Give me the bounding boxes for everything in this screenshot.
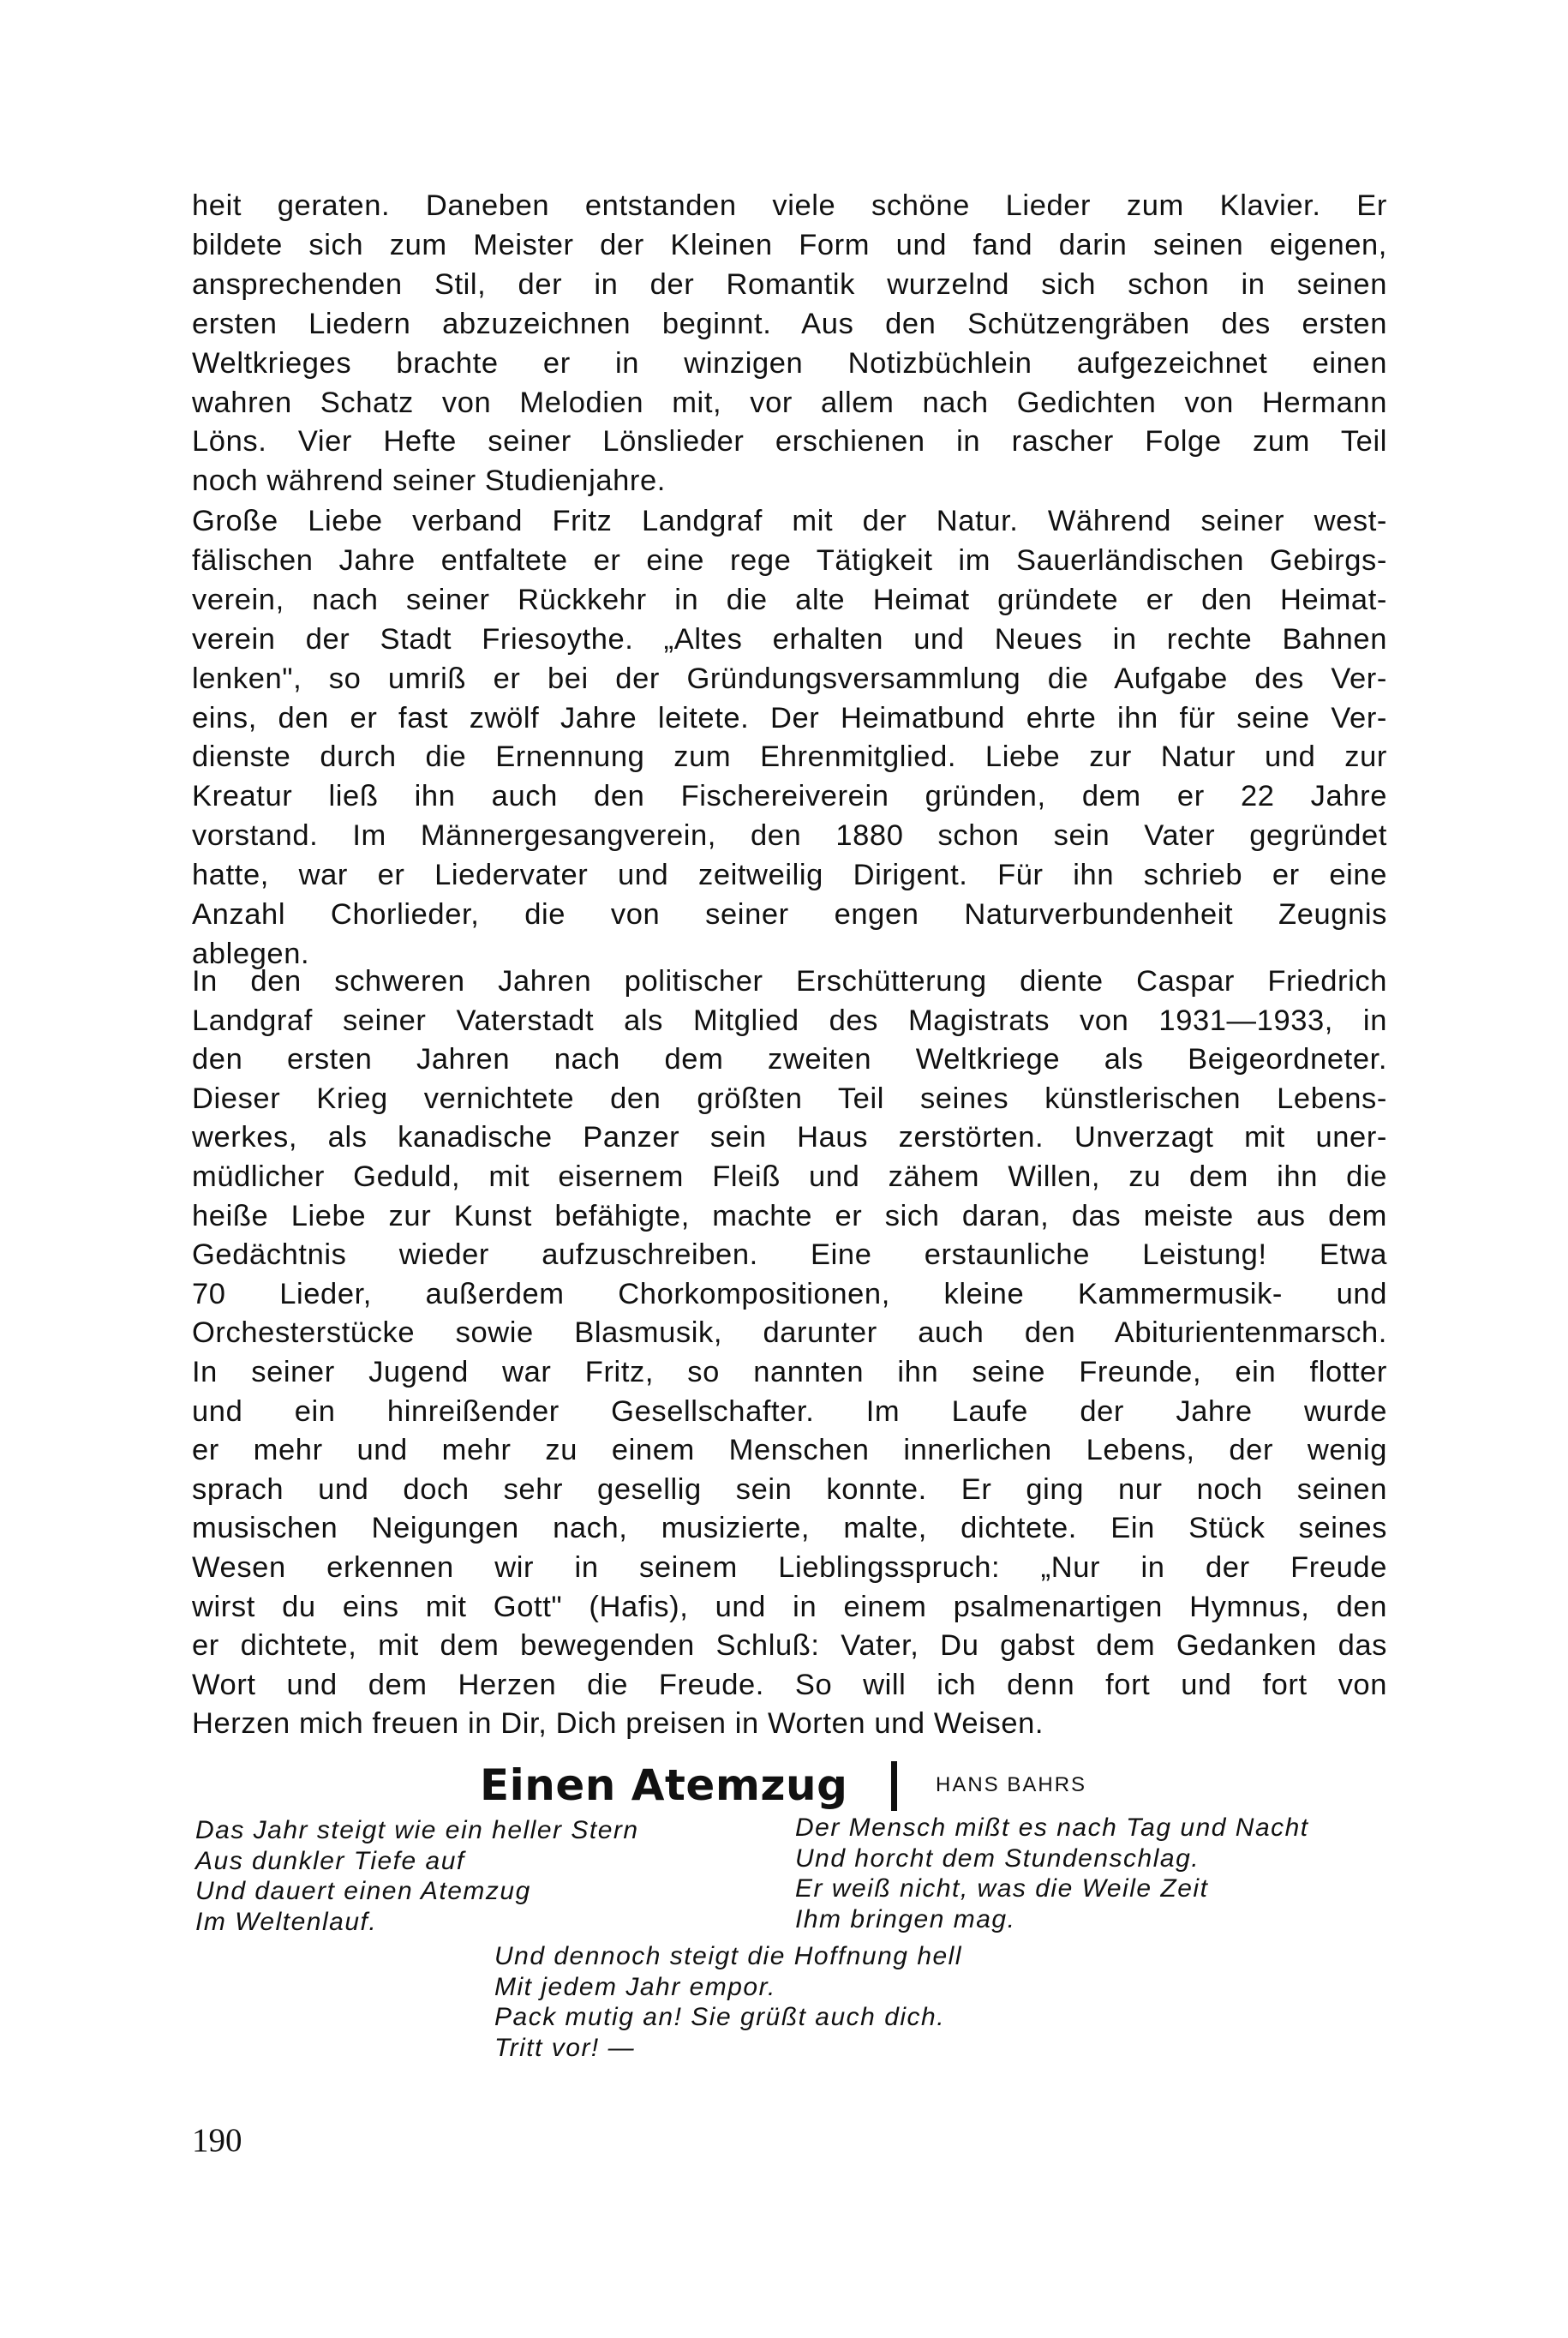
- text-line: Dieser Krieg vernichtete den größten Teil seines künstlerischen Lebens-: [192, 1082, 1387, 1115]
- body-paragraph-3: [192, 962, 1387, 1744]
- text-line: wirst du eins mit Gott" (Hafis), und in einem psalmenartigen Hymnus, den: [192, 1590, 1387, 1623]
- verse-line: Tritt vor! —: [494, 2033, 636, 2062]
- verse-line: Aus dunkler Tiefe auf: [195, 1846, 465, 1875]
- text-line: noch während seiner Studienjahre.: [192, 465, 666, 498]
- text-line: er dichtete, mit dem bewegenden Schluß: Vater, Du gabst dem Gedanken das: [192, 1629, 1387, 1663]
- body-paragraph-1: [192, 187, 1387, 501]
- text-line: und ein hinreißender Gesellschafter. Im Laufe der Jahre wurde: [192, 1394, 1387, 1428]
- text-line: Gedächtnis wieder aufzuschreiben. Eine erstaunliche Leistung! Etwa: [192, 1238, 1387, 1272]
- verse-line: Das Jahr steigt wie ein heller Stern: [195, 1816, 639, 1844]
- text-line: 70 Lieder, außerdem Chorkompositionen, kleine Kammermusik- und: [192, 1277, 1387, 1310]
- text-line: verein, nach seiner Rückkehr in die alte Heimat gründete er den Heimat-: [192, 583, 1387, 616]
- poem-stanza-2: [795, 1813, 1309, 1934]
- text-line: vorstand. Im Männergesangverein, den 1880 schon sein Vater gegründet: [192, 819, 1387, 853]
- text-line: Löns. Vier Hefte seiner Lönslieder erschienen in rascher Folge zum Teil: [192, 425, 1387, 459]
- verse-line: Und horcht dem Stundenschlag.: [795, 1843, 1200, 1873]
- verse-line: Pack mutig an! Sie grüßt auch dich.: [494, 2003, 946, 2031]
- text-line: hatte, war er Liedervater und zeitweilig Dirigent. Für ihn schrieb er eine: [192, 859, 1387, 892]
- verse-line: Ihm bringen mag.: [795, 1904, 1016, 1933]
- text-line: sprach und doch sehr gesellig sein konnte. Er ging nur noch seinen: [192, 1472, 1387, 1506]
- text-line: Herzen mich freuen in Dir, Dich preisen in Worten und Weisen.: [192, 1707, 1044, 1741]
- text-line: den ersten Jahren nach dem zweiten Weltkriege als Beigeordneter.: [192, 1043, 1387, 1076]
- text-line: Kreatur ließ ihn auch den Fischereiverein gründen, dem er 22 Jahre: [192, 780, 1387, 813]
- poem-stanza-1: [195, 1815, 639, 1937]
- poem-stanza-3: [494, 1941, 962, 2063]
- text-line: In seiner Jugend war Fritz, so nannten ihn seine Freunde, ein flotter: [192, 1355, 1387, 1388]
- text-line: fälischen Jahre entfaltete er eine rege Tätigkeit im Sauerländischen Gebirgs-: [192, 543, 1387, 577]
- text-line: eins, den er fast zwölf Jahre leitete. Der Heimatbund ehrte ihn für seine Ver-: [192, 701, 1387, 734]
- body-paragraph-2: [192, 502, 1387, 974]
- text-line: Anzahl Chorlieder, die von seiner engen Naturverbundenheit Zeugnis: [192, 898, 1387, 932]
- poem-header: [480, 1751, 1251, 1819]
- text-line: ablegen.: [192, 937, 310, 970]
- page-number: 190: [192, 2122, 242, 2159]
- verse-line: Im Weltenlauf.: [195, 1907, 378, 1936]
- text-line: wahren Schatz von Melodien mit, vor allem nach Gedichten von Hermann: [192, 386, 1387, 419]
- text-line: heit geraten. Daneben entstanden viele schöne Lieder zum Klavier. Er: [192, 189, 1387, 222]
- text-line: dienste durch die Ernennung zum Ehrenmitglied. Liebe zur Natur und zur: [192, 740, 1387, 774]
- text-line: Landgraf seiner Vaterstadt als Mitglied des Magistrats von 1931—1933, in: [192, 1004, 1387, 1037]
- text-line: Wesen erkennen wir in seinem Lieblingsspruch: „Nur in der Freude: [192, 1550, 1387, 1584]
- text-line: verein der Stadt Friesoythe. „Altes erhalten und Neues in rechte Bahnen: [192, 622, 1387, 656]
- text-line: Weltkrieges brachte er in winzigen Notizbüchlein aufgezeichnet einen: [192, 346, 1387, 380]
- text-line: müdlicher Geduld, mit eisernem Fleiß und zähem Willen, zu dem ihn die: [192, 1160, 1387, 1193]
- verse-line: Der Mensch mißt es nach Tag und Nacht: [795, 1813, 1309, 1842]
- verse-line: Und dauert einen Atemzug: [195, 1877, 531, 1905]
- verse-line: Mit jedem Jahr empor.: [494, 1972, 776, 2001]
- text-line: ersten Liedern abzuzeichnen beginnt. Aus den Schützengräben des ersten: [192, 307, 1387, 340]
- text-line: musischen Neigungen nach, musizierte, malte, dichtete. Ein Stück seines: [192, 1512, 1387, 1545]
- text-line: werkes, als kanadische Panzer sein Haus zerstörten. Unverzagt mit uner-: [192, 1121, 1387, 1154]
- verse-line: Er weiß nicht, was die Weile Zeit: [795, 1874, 1209, 1903]
- text-line: In den schweren Jahren politischer Erschütterung diente Caspar Friedrich: [192, 965, 1387, 998]
- text-line: Orchesterstücke sowie Blasmusik, darunter auch den Abiturientenmarsch.: [192, 1316, 1387, 1350]
- title-divider-bar: [891, 1761, 897, 1811]
- text-line: lenken", so umriß er bei der Gründungsversammlung die Aufgabe des Ver-: [192, 662, 1387, 695]
- text-line: ansprechenden Stil, der in der Romantik wurzelnd sich schon in seinen: [192, 267, 1387, 301]
- poem-author: HANS BAHRS: [936, 1773, 1087, 1796]
- text-line: Große Liebe verband Fritz Landgraf mit der Natur. Während seiner west-: [192, 505, 1387, 537]
- text-line: bildete sich zum Meister der Kleinen Form und fand darin seinen eigenen,: [192, 228, 1387, 261]
- verse-line: Und dennoch steigt die Hoffnung hell: [494, 1942, 963, 1970]
- poem-title: Einen Atemzug: [480, 1760, 848, 1810]
- text-line: er mehr und mehr zu einem Menschen innerlichen Lebens, der wenig: [192, 1434, 1387, 1467]
- text-line: Wort und dem Herzen die Freude. So will ich denn fort und fort von: [192, 1668, 1387, 1701]
- text-line: heiße Liebe zur Kunst befähigte, machte er sich daran, das meiste aus dem: [192, 1199, 1387, 1232]
